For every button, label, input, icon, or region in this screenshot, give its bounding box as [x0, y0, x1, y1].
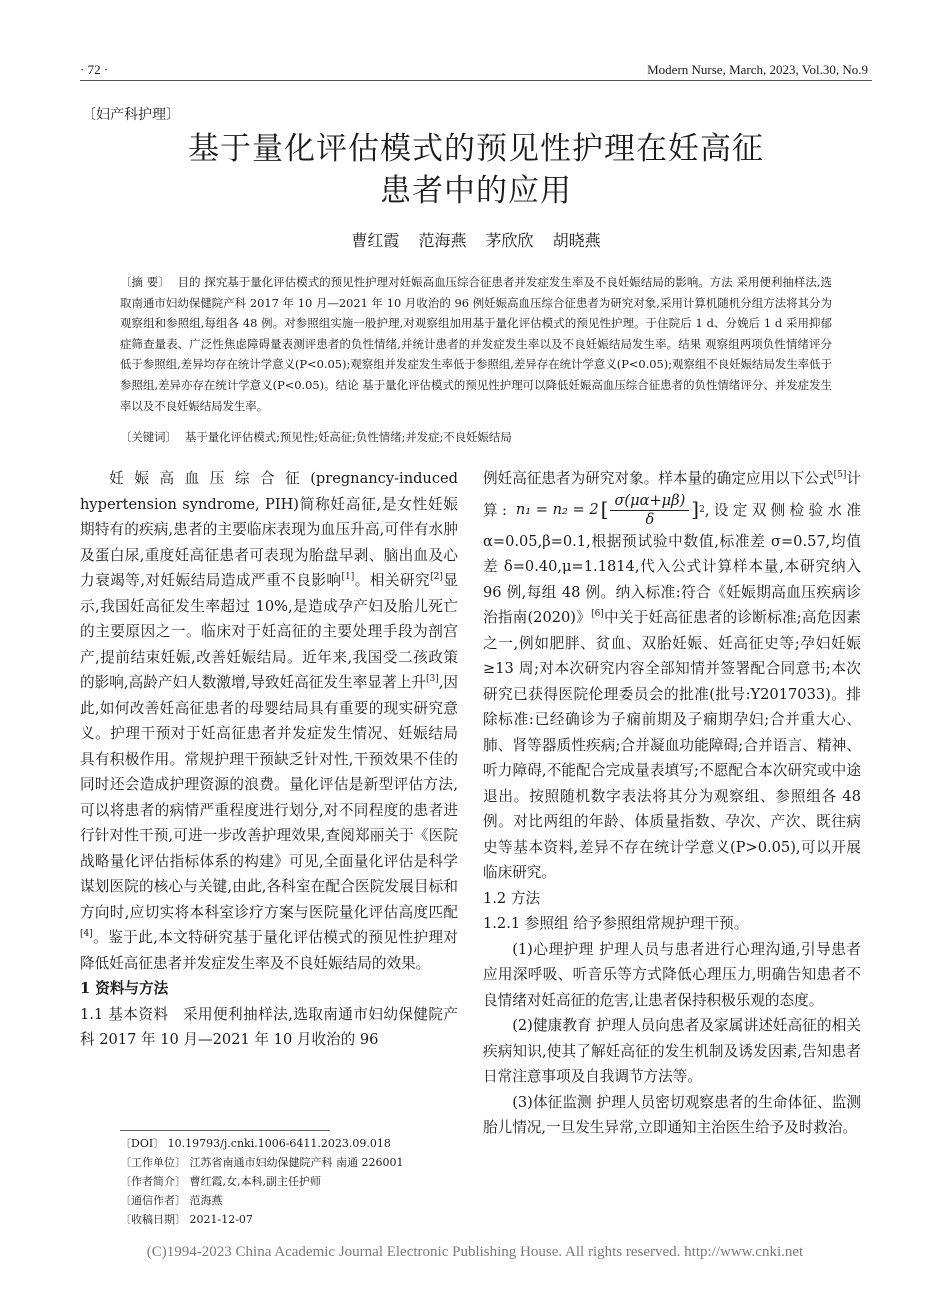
formula-bracket-open: [	[600, 497, 609, 522]
item-psychological-care: (1)心理护理 护理人员与患者进行心理沟通,引导患者应用深呼吸、听音乐等方式降低心理压力,明确告知患者不良情绪对妊高征的危害,让患者保持积极乐观的态度。	[483, 940, 861, 1009]
section-heading-1: 1 资料与方法	[80, 980, 169, 997]
basic-info-paragraph	[80, 1002, 458, 1053]
citation-5: [5]	[833, 470, 847, 481]
item-health-education: (2)健康教育 护理人员向患者及家属讲述妊高征的相关疾病知识,使其了解妊高征的发生机制及诱发因素,告知患者日常注意事项及自我调节方法等。	[483, 1017, 861, 1085]
header-rule	[80, 80, 872, 81]
sample-text-b: 计算:	[483, 470, 861, 519]
keywords-text: 基于量化评估模式;预见性;妊高征;负性情绪;并发症;不良妊娠结局	[184, 430, 512, 444]
right-column	[483, 466, 861, 1141]
intro-paragraph	[80, 466, 458, 976]
formula-bracket-close: ]	[691, 497, 700, 522]
subsection-heading-1-2-1: 1.2.1 参照组 给予参照组常规护理干预。	[483, 915, 749, 932]
abstract	[120, 272, 832, 416]
citation-4: [4]	[80, 929, 93, 940]
formula-numerator: σ(μα+μβ)	[610, 492, 689, 511]
abstract-text: 目的 探究基于量化评估模式的预见性护理对妊娠高血压综合征患者并发症发生率及不良妊娠结局的影响。方法 采用便利抽样法,选取南通市妇幼保健院产科 2017 年 10 月—2021 年 10 月收治的 96 例妊娠高血压综合征患者为研究对象,采用计算机随机分组方法将其分为观察组和参照组,每组各 48 例。对参照组实施一般护理,对观察组加用基于量化评估模式的预见性护理。于住院后 1 d、分娩后 1 d 采用抑郁症筛查量表、广泛性焦虑障碍量表测评患者的负性情绪,并统计患者的并发症发生率以及不良妊娠结局发生率。结果 观察组两项负性情绪评分低于参照组,差异均存在统计学意义(P<0.05);观察组并发症发生率低于参照组,差异存在统计学意义(P<0.05);观察组不良妊娠结局发生率低于参照组,差异亦存在统计学意义(P<0.05)。结论 基于量化评估模式的预见性护理可以降低妊娠高血压综合征患者的负性情绪评分、并发症发生率以及不良妊娠结局发生率。	[120, 275, 832, 413]
author-list: 曹红霞 范海燕 茅欣欣 胡晓燕	[351, 231, 601, 250]
keywords-label: 〔关键词〕	[120, 430, 177, 444]
keywords	[120, 427, 832, 447]
footnote-author-bio: 〔作者简介〕 曹红霞,女,本科,副主任护师	[120, 1175, 321, 1188]
subsection-heading-1-2: 1.2 方法	[483, 889, 541, 907]
subsection-heading-1-1: 1.1 基本资料	[80, 1005, 169, 1023]
formula-lhs: n₁ = n₂ = 2	[515, 501, 599, 519]
copyright-watermark: (C)1994-2023 China Academic Journal Electronic Publishing House. All rights reserved. http://www.cnki.net	[146, 1244, 804, 1260]
formula-fraction	[610, 492, 689, 529]
intro-text-b: 。相关研究	[354, 572, 431, 589]
sample-text-c: ,设定双侧检验水准 α=0.05,β=0.1,根据预试验中数值,标准差 σ=0.57,均值差 δ=0.40,μ=1.1814,代入公式计算样本量,本研究纳入 96 例,每组 48 例。纳入标准:符合《妊娠期高血压疾病诊治指南(2020)》	[483, 501, 861, 626]
item-sign-monitoring: (3)体征监测 护理人员密切观察患者的生命体征、监测胎儿情况,一旦发生异常,立即通知主治医生给予及时救治。	[483, 1093, 861, 1136]
left-column	[80, 466, 458, 1053]
intro-text-a: 妊娠高血压综合征(pregnancy-induced hypertension syndrome, PIH)简称妊高征,是女性妊娠期特有的疾病,患者的主要临床表现为血压升高,可伴有水肿及蛋白尿,重度妊高征患者可表现为胎盘早剥、脑出血及心力衰竭等,对妊娠结局造成严重不良影响	[80, 470, 458, 589]
footnotes	[120, 1134, 403, 1229]
basic-info-text: 采用便利抽样法,选取南通市妇幼保健院产科 2017 年 10 月—2021 年 10 月收治的 96	[80, 1005, 459, 1048]
footnote-rule	[120, 1130, 330, 1131]
citation-6: [6]	[591, 609, 604, 620]
title-line-1: 基于量化评估模式的预见性护理在妊高征	[188, 131, 764, 167]
sample-paragraph	[483, 466, 861, 886]
sample-text-d: 中关于妊高征患者的诊断标准;高危因素之一,例如肥胖、贫血、双胎妊娠、妊高征史等;孕妇妊娠≥13 周;对本次研究内容全部知情并签署配合同意书;本次研究已获得医院伦理委员会的批准(批号:Y2017033)。排除标准:已经确诊为子痫前期及子痫期孕妇;合并重大心、肺、肾等器质性疾病;合并凝血功能障碍;合并语言、精神、听力障碍,不能配合完成量表填写;不愿配合本次研究或中途退出。按照随机数字表法将其分为观察组、参照组各 48 例。对比两组的年龄、体质量指数、孕次、产次、既往病史等基本资料,差异不存在统计学意义(P>0.05),可以开展临床研究。	[483, 609, 861, 881]
formula-denominator: δ	[645, 510, 655, 528]
citation-1: [1]	[341, 572, 355, 583]
intro-text-d: ,因此,如何改善妊高征患者的母婴结局具有重要的现实研究意义。护理干预对于妊高征患者并发症发生情况、妊娠结局具有积极作用。常规护理干预缺乏针对性,干预效果不佳的同时还会造成护理资源的浪费。量化评估是新型评估方法,可以将患者的病情严重程度进行划分,对不同程度的患者进行针对性干预,可进一步改善护理效果,查阅郑丽关于《医院战略量化评估指标体系的构建》可见,全面量化评估是科学谋划医院的核心与关键,由此,各科室在配合医院发展目标和方向时,应切实将本科室诊疗方案与医院量化评估高度匹配	[80, 674, 459, 921]
page-number: · 72 ·	[80, 62, 109, 77]
footnote-doi: 〔DOI〕 10.19793/j.cnki.1006-6411.2023.09.018	[120, 1137, 391, 1150]
intro-text-e: 。鉴于此,本文特研究基于量化评估模式的预见性护理对降低妊高征患者并发症发生率及不良妊娠结局的效果。	[80, 929, 458, 972]
title-line-2: 患者中的应用	[380, 173, 572, 209]
sample-size-formula: n₁ = n₂ = 2 [ $\frac{\sigma(\mu\alpha+\mu\beta)}{\delta}$ ] 2	[515, 491, 705, 528]
abstract-label: 〔摘 要〕	[120, 275, 170, 289]
sample-text-a: 例妊高征患者为研究对象。样本量的确定应用以下公式	[483, 470, 834, 487]
column-tag: 〔妇产科护理〕	[82, 107, 180, 123]
article-title	[80, 128, 872, 212]
citation-3: [3]	[425, 674, 439, 685]
journal-info: Modern Nurse, March, 2023, Vol.30, No.9	[647, 62, 868, 77]
footnote-corresponding: 〔通信作者〕 范海燕	[120, 1194, 223, 1207]
intro-text-c: 显示,我国妊高征发生率超过 10%,是造成孕产妇及胎儿死亡的主要原因之一。临床对于妊高征的主要处理手段为剖宫产,提前结束妊娠,改善妊娠结局。近年来,我国受二孩政策的影响,高龄产妇人数激增,导致妊高征发生率显著上升	[80, 572, 458, 691]
footnote-received: 〔收稿日期〕 2021-12-07	[120, 1213, 253, 1226]
footnote-work-unit: 〔工作单位〕 江苏省南通市妇幼保健院产科 南通 226001	[120, 1156, 404, 1169]
citation-2: [2]	[430, 572, 443, 583]
